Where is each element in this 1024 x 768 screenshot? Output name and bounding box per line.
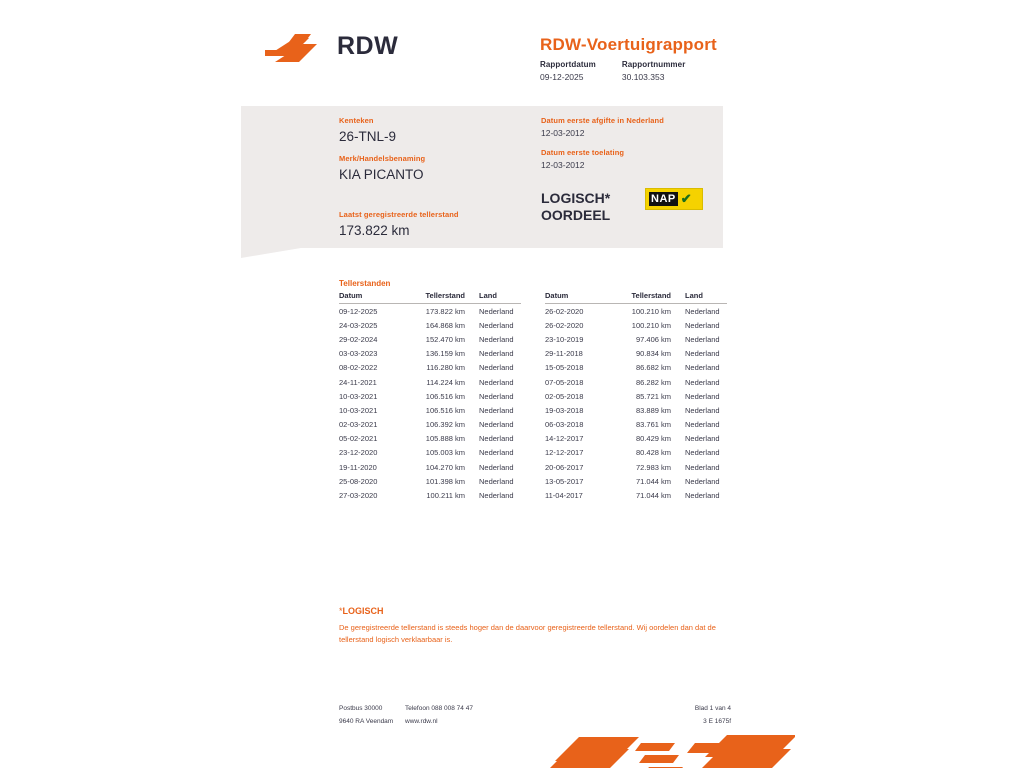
check-icon: ✔ <box>680 191 692 206</box>
column-header-tellerstand: Tellerstand <box>403 291 465 304</box>
cell-datum: 19-03-2018 <box>545 405 584 415</box>
eerste-afgifte-label: Datum eerste afgifte in Nederland <box>541 116 664 125</box>
cell-tellerstand: 100.211 km <box>426 491 465 501</box>
report-date <box>540 60 596 82</box>
merk-label: Merk/Handelsbenaming <box>339 154 426 163</box>
table-row <box>339 375 521 389</box>
note-title <box>339 606 384 616</box>
footer-phone: Telefoon 088 008 74 47 <box>405 705 473 712</box>
cell-land: Nederland <box>685 320 720 330</box>
footer-address-line-2: 9640 RA Veendam <box>339 718 394 725</box>
cell-tellerstand: 106.516 km <box>425 391 465 401</box>
table-header-row <box>545 291 727 304</box>
document-header <box>241 14 741 84</box>
table-row <box>545 446 727 460</box>
cell-datum: 19-11-2020 <box>339 462 377 472</box>
table-header-row <box>339 291 521 304</box>
cell-tellerstand: 100.210 km <box>631 306 671 316</box>
report-number-value: 30.103.353 <box>621 72 665 82</box>
kenteken-block <box>339 116 519 144</box>
footer-address <box>339 702 393 728</box>
eerste-toelating-label: Datum eerste toelating <box>541 148 625 157</box>
cell-land: Nederland <box>685 476 720 486</box>
verdict-line-1: LOGISCH* <box>541 190 611 206</box>
cell-tellerstand: 173.822 km <box>425 306 465 316</box>
nap-badge <box>645 188 703 210</box>
cell-datum: 02-03-2021 <box>339 420 378 430</box>
table-row <box>339 474 521 488</box>
cell-tellerstand: 116.280 km <box>426 363 465 373</box>
cell-tellerstand: 83.889 km <box>635 405 671 415</box>
report-number-label: Rapportnummer <box>621 60 686 69</box>
footer-address-line-1: Postbus 30000 <box>339 705 383 712</box>
eerste-afgifte-value: 12-03-2012 <box>541 128 585 138</box>
cell-datum: 23-12-2020 <box>339 448 378 458</box>
cell-land: Nederland <box>479 391 514 401</box>
table-row <box>339 418 521 432</box>
footer-decoration-icon <box>545 735 795 768</box>
cell-tellerstand: 80.428 km <box>635 448 671 458</box>
summary-right-column <box>541 116 721 180</box>
report-title: RDW-Voertuigrapport <box>540 35 717 54</box>
merk-value: KIA PICANTO <box>339 167 424 182</box>
footer-website[interactable]: www.rdw.nl <box>405 718 438 725</box>
table-body-right <box>545 304 727 503</box>
last-mileage-block <box>339 210 559 238</box>
eerste-toelating-block <box>541 148 721 170</box>
last-mileage-label: Laatst geregistreerde tellerstand <box>339 210 459 219</box>
cell-tellerstand: 164.868 km <box>425 320 465 330</box>
table-row <box>545 474 727 488</box>
column-header-land: Land <box>465 291 521 304</box>
note-title-text: LOGISCH <box>342 606 384 616</box>
cell-tellerstand: 100.210 km <box>631 320 671 330</box>
cell-land: Nederland <box>479 434 514 444</box>
cell-land: Nederland <box>479 334 514 344</box>
table-row <box>545 375 727 389</box>
cell-land: Nederland <box>479 420 514 430</box>
cell-datum: 09-12-2025 <box>339 306 378 316</box>
table-row <box>339 432 521 446</box>
kenteken-value: 26-TNL-9 <box>339 129 397 144</box>
cell-tellerstand: 106.392 km <box>425 420 465 430</box>
cell-land: Nederland <box>685 349 720 359</box>
table-row <box>545 318 727 332</box>
cell-tellerstand: 105.888 km <box>425 434 465 444</box>
cell-tellerstand: 80.429 km <box>635 434 671 444</box>
vehicle-summary-panel <box>241 106 723 248</box>
kenteken-label: Kenteken <box>339 116 374 125</box>
cell-datum: 11-04-2017 <box>545 491 583 501</box>
table-row <box>339 488 521 502</box>
cell-datum: 29-11-2018 <box>545 349 583 359</box>
nap-badge-label: NAP <box>651 193 676 205</box>
cell-tellerstand: 83.761 km <box>635 420 671 430</box>
panel-notch <box>241 248 301 258</box>
table-row <box>339 460 521 474</box>
last-mileage-value: 173.822 km <box>339 223 410 238</box>
cell-datum: 02-05-2018 <box>545 391 584 401</box>
eerste-afgifte-block <box>541 116 721 138</box>
report-meta <box>540 60 685 82</box>
cell-tellerstand: 97.406 km <box>635 334 671 344</box>
cell-land: Nederland <box>479 448 514 458</box>
table-row <box>339 318 521 332</box>
table-row <box>545 418 727 432</box>
tellerstanden-table-right <box>545 291 727 503</box>
cell-tellerstand: 71.044 km <box>635 476 671 486</box>
cell-datum: 26-02-2020 <box>545 306 584 316</box>
footer-contact <box>405 702 473 728</box>
table-row <box>545 488 727 502</box>
note-star: * <box>339 606 343 616</box>
cell-datum: 14-12-2017 <box>545 434 584 444</box>
table-row <box>339 332 521 346</box>
footer-page-info <box>695 702 731 728</box>
cell-land: Nederland <box>479 377 514 387</box>
note-body: De geregistreerde tellerstand is steeds hoger dan de daarvoor geregistreerde tellerstand. Wij oordelen dan dat de tellerstand logisch verklaarbaar is. <box>339 623 716 644</box>
verdict-line-2: OORDEEL <box>541 207 611 223</box>
table-row <box>545 304 727 319</box>
cell-datum: 27-03-2020 <box>339 491 378 501</box>
cell-land: Nederland <box>685 363 720 373</box>
column-header-tellerstand: Tellerstand <box>609 291 671 304</box>
cell-datum: 23-10-2019 <box>545 334 584 344</box>
cell-land: Nederland <box>685 420 720 430</box>
table-row <box>545 347 727 361</box>
cell-land: Nederland <box>685 434 720 444</box>
footer-page-number: Blad 1 van 4 <box>694 705 731 712</box>
cell-land: Nederland <box>479 363 514 373</box>
cell-datum: 05-02-2021 <box>339 434 378 444</box>
cell-land: Nederland <box>479 462 514 472</box>
cell-land: Nederland <box>479 320 514 330</box>
footer-form-code: 3 E 1675f <box>703 718 731 725</box>
table-row <box>545 361 727 375</box>
cell-land: Nederland <box>479 306 514 316</box>
cell-datum: 13-05-2017 <box>545 476 584 486</box>
cell-land: Nederland <box>685 334 720 344</box>
cell-datum: 12-12-2017 <box>545 448 584 458</box>
cell-datum: 15-05-2018 <box>545 363 584 373</box>
report-date-value: 09-12-2025 <box>540 72 584 82</box>
cell-tellerstand: 86.682 km <box>635 363 671 373</box>
cell-datum: 07-05-2018 <box>545 377 584 387</box>
cell-datum: 20-06-2017 <box>545 462 584 472</box>
cell-tellerstand: 106.516 km <box>425 405 465 415</box>
cell-land: Nederland <box>685 462 720 472</box>
cell-land: Nederland <box>685 377 720 387</box>
cell-datum: 24-03-2025 <box>339 320 378 330</box>
cell-tellerstand: 104.270 km <box>425 462 465 472</box>
cell-datum: 26-02-2020 <box>545 320 584 330</box>
brand-title: RDW <box>337 32 399 60</box>
cell-land: Nederland <box>479 405 514 415</box>
cell-land: Nederland <box>685 306 720 316</box>
tellerstanden-title: Tellerstanden <box>339 279 391 288</box>
table-row <box>545 389 727 403</box>
report-date-label: Rapportdatum <box>540 60 596 69</box>
summary-left-column <box>339 116 519 192</box>
table-row <box>339 361 521 375</box>
table-row <box>339 389 521 403</box>
cell-land: Nederland <box>685 391 720 401</box>
table-row <box>545 432 727 446</box>
cell-land: Nederland <box>479 476 514 486</box>
cell-datum: 06-03-2018 <box>545 420 584 430</box>
cell-land: Nederland <box>685 405 720 415</box>
cell-land: Nederland <box>479 491 514 501</box>
table-row <box>339 446 521 460</box>
cell-tellerstand: 114.224 km <box>426 377 465 387</box>
table-row <box>339 304 521 319</box>
eerste-toelating-value: 12-03-2012 <box>541 160 585 170</box>
table-row <box>339 403 521 417</box>
cell-datum: 03-03-2023 <box>339 349 378 359</box>
cell-land: Nederland <box>685 491 720 501</box>
cell-tellerstand: 105.003 km <box>425 448 465 458</box>
cell-datum: 08-02-2022 <box>339 363 378 373</box>
column-header-datum: Datum <box>545 291 609 304</box>
cell-tellerstand: 152.470 km <box>425 334 465 344</box>
merk-block <box>339 154 519 182</box>
cell-tellerstand: 72.983 km <box>635 462 671 472</box>
report-number <box>622 60 686 82</box>
table-row <box>339 347 521 361</box>
cell-land: Nederland <box>479 349 514 359</box>
rdw-logo-icon <box>265 30 325 64</box>
cell-datum: 25-08-2020 <box>339 476 378 486</box>
cell-datum: 10-03-2021 <box>339 391 378 401</box>
cell-tellerstand: 71.044 km <box>635 491 671 501</box>
table-row <box>545 403 727 417</box>
cell-datum: 24-11-2021 <box>339 377 377 387</box>
cell-datum: 29-02-2024 <box>339 334 378 344</box>
cell-tellerstand: 90.834 km <box>635 349 671 359</box>
cell-tellerstand: 136.159 km <box>425 349 465 359</box>
cell-land: Nederland <box>685 448 720 458</box>
table-body-left <box>339 304 521 503</box>
table-row <box>545 332 727 346</box>
cell-tellerstand: 85.721 km <box>635 391 671 401</box>
cell-tellerstand: 101.398 km <box>425 476 465 486</box>
tellerstanden-table-left <box>339 291 521 503</box>
cell-datum: 10-03-2021 <box>339 405 378 415</box>
table-row <box>545 460 727 474</box>
column-header-land: Land <box>671 291 727 304</box>
cell-tellerstand: 86.282 km <box>635 377 671 387</box>
column-header-datum: Datum <box>339 291 403 304</box>
